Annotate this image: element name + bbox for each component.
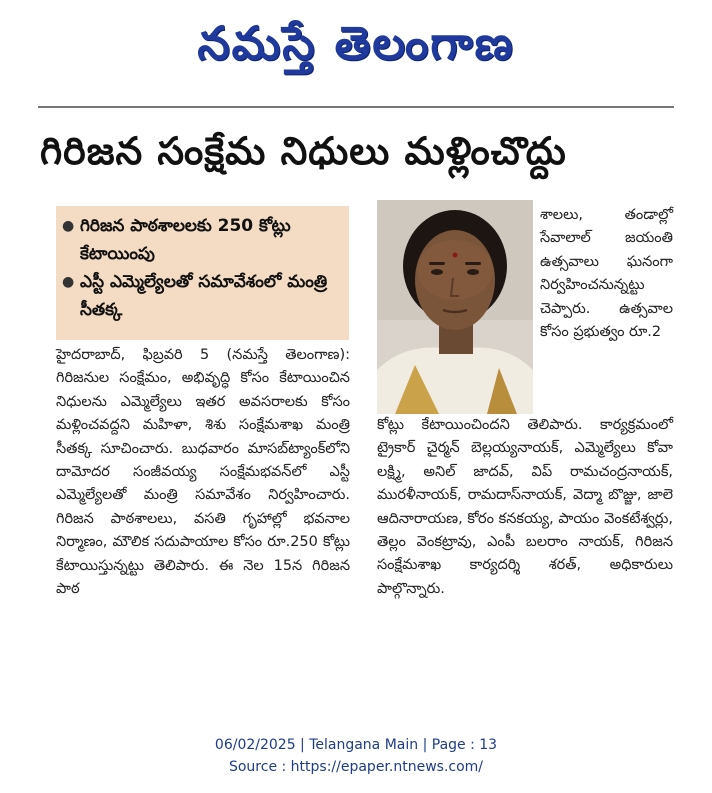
article-body-right-bottom: [377, 414, 673, 601]
highlight-item: [62, 268, 343, 324]
body-paragraph: హైదరాబాద్, ఫిబ్రవరి 5 (నమస్తే తెలంగాణ): గిరిజనుల సంక్షేమం, అభివృద్ధి కోసం కేటాయించిన నిధులను ఎమ్మెల్యేలు ఇతర అవసరాలకు కోసం మళ్లించవద్దని మహిళా, శిశు సంక్షేమశాఖ మంత్రి సీతక్క సూచించారు. బుధవారం మాసబ్‌ట్యాంక్‌లోని దామోదర సంజీవయ్య సంక్షేమభవన్‌లో ఎస్టీ ఎమ్మెల్యేలతో మంత్రి సమావేశం నిర్వహించారు. గిరిజన పాఠశాలలు, వసతి గృహాల్లో భవనాల నిర్మాణం, మౌలిక సదుపాయాల కోసం రూ.250 కోట్లు కేటాయిస్తున్నట్టు తెలిపారు. ఈ నెల 15న గిరిజన పాఠ: [56, 347, 350, 598]
portrait-icon: [377, 200, 533, 414]
footer-date-edition: 06/02/2025 | Telangana Main | Page : 13: [214, 737, 498, 753]
article-headline: గిరిజన సంక్షేమ నిధులు మళ్లించొద్దు: [40, 129, 567, 173]
footer-source: Source : https://epaper.ntnews.com/: [228, 759, 484, 775]
bullet-icon: ●: [62, 218, 75, 234]
highlight-item: [62, 212, 343, 268]
divider: [38, 106, 674, 108]
highlight-text: గిరిజన పాఠశాలలకు 250 కోట్లు కేటాయింపు: [80, 216, 291, 264]
body-paragraph: శాలలు, తండాల్లో సేవాలాల్ జయంతి ఉత్సవాలు ఘనంగా నిర్వహించనున్నట్టు చెప్పారు. ఉత్సవాల కోసం ప్రభుత్వం రూ.2: [540, 207, 673, 341]
body-paragraph: కోట్లు కేటాయించిందని తెలిపారు. కార్యక్రమంలో ట్రైకార్ చైర్మన్ బెల్లయ్యనాయక్, ఎమ్మెల్యేలు కోవా లక్ష్మి, అనిల్ జాదవ్, విప్ రామచంద్రనాయక్, మురళీనాయక్, రామదాస్‌నాయక్, వెద్మా బొజ్జు, జాలె ఆదినారాయణ, కోరం కనకయ్య, పాయం వెంకటేశ్వర్లు, తెల్లం వెంకట్రావు, ఎంపీ బలరాం నాయక్, గిరిజన సంక్షేమశాఖ కార్యదర్శి శరత్, అధికారులు పాల్గొన్నారు.: [377, 417, 673, 597]
newspaper-title: నమస్తే తెలంగాణ: [197, 16, 515, 70]
masthead: [0, 8, 712, 78]
highlight-text: ఎస్టీ ఎమ్మెల్యేలతో సమావేశంలో మంత్రి సీతక్క: [80, 272, 328, 320]
article-body-right-top: [540, 204, 673, 344]
article-body-left: [56, 344, 350, 601]
page-footer: [0, 734, 712, 778]
portrait-photo: [377, 200, 533, 414]
bullet-icon: ●: [62, 274, 75, 290]
highlights-box: [56, 206, 349, 340]
